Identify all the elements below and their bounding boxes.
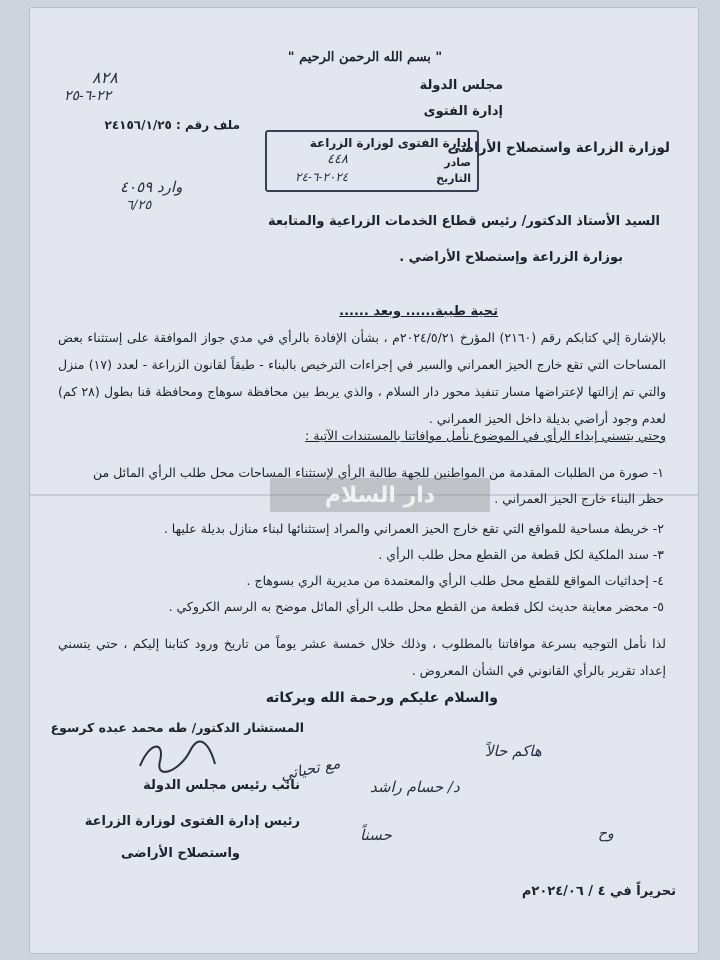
recipient-line2: بوزارة الزراعة وإستصلاح الأراضي . [399, 250, 623, 265]
stamp-date: ٢٠٢٤-٦-٢٤ [295, 170, 349, 184]
header-fatwa-dept: إدارة الفتوى [423, 104, 503, 119]
salutation: والسلام عليكم ورحمة الله وبركاته [265, 690, 498, 706]
request-line: وحتي يتسني إبداء الرأي في الموضوع نأمل موافاتنا بالمستندات الآتية : [305, 428, 666, 443]
office-stamp [265, 130, 479, 192]
handwritten-note-1: هاكم حالاً [485, 742, 542, 760]
closing-request: لذا نأمل التوجيه بسرعة موافاتنا بالمطلوب ، وذلك خلال خمسة عشر يوماً من تاريخ ورود كتابنا إليكم ، حتي يتسني إعداد تقرير بالرأي القانوني في الشأن المعروض . [58, 636, 666, 678]
header-council: مجلس الدولة [419, 78, 503, 93]
stamp-number: ٤٤٨ [327, 152, 348, 167]
handwritten-note-mid: مع تحياتي [278, 753, 342, 785]
body-paragraph: بالإشارة إلي كتابكم رقم (٢١٦٠) المؤرخ ٢٠٢٤/٥/٢١م ، بشأن الإفادة بالرأي في مدي جواز الموافقة على إستثناء بعض المساحات التي تقع خارج الحيز العمراني والسير في إجراءات الترخيص بالبناء - طبقاً لقانون الزراعة - لعدد (١٧) منزل والتي تم إزالتها لإعتراضها مسار تنفيذ محور دار السلام ، والذي يربط بين محافظة سوهاج ومحافظة قنا بطول (٢٨ كم) لعدم وجود أراضي بديلة داخل الحيز العمراني . [58, 330, 666, 426]
document-page [30, 8, 698, 953]
signatory-title1: نائب رئيس مجلس الدولة [143, 778, 300, 793]
document-item-1: ١- صورة من الطلبات المقدمة من المواطنين للجهة طالبة الرأي لإستثناء المساحات محل طلب الرأي المائل من حظر البناء خارج الحيز العمراني . [93, 465, 664, 506]
document-item-5: ٥- محضر معاينة حديث لكل قطعة من القطع محل طلب الرأي المائل موضح به الرسم الكروكي . [168, 599, 664, 614]
stamp-issued-label: صادر [444, 156, 471, 169]
stamp-title: إدارة الفتوى لوزارة الزراعة [309, 136, 471, 150]
stamp-date-label: التاريخ [436, 172, 471, 185]
watermark-logo: دار السلام [270, 478, 490, 512]
handwritten-number: ٨٢٨ [92, 68, 118, 87]
document-item-4: ٤- إحداثيات المواقع للقطع محل طلب الرأي والمعتمدة من مديرية الري بسوهاج . [246, 573, 664, 588]
recipient-line1: السيد الأستاذ الدكتور/ رئيس قطاع الخدمات الزراعية والمتابعة [268, 214, 660, 229]
header-ministry: لوزارة الزراعة واستصلاح الأراضى [447, 140, 670, 156]
document-item-3: ٣- سند الملكية لكل قطعة من القطع محل طلب الرأي . [378, 547, 664, 562]
footer-date: تحريراً في ٤ / ٢٠٢٤/٠٦م [521, 884, 676, 899]
greeting: تحية طيبة...... وبعد ...... [339, 304, 498, 319]
handwritten-note-3: حسناً [360, 826, 392, 844]
handwritten-note-4: وح [598, 826, 614, 842]
signature-glyph [130, 736, 220, 776]
file-ref-label: ملف رقم : [176, 118, 240, 132]
handwritten-note-2: د/ حسام راشد [370, 778, 460, 796]
handwritten-date: ٢٢-٦-٢٥ [64, 88, 112, 104]
handwritten-incoming: وارد ٤٠٥٩ [120, 178, 183, 196]
signatory-title2: رئيس إدارة الفتوى لوزارة الزراعة [84, 814, 300, 829]
signatory-title3: واستصلاح الأراضى [121, 846, 240, 861]
signatory-name: المستشار الدكتور/ طه محمد عبده كرسوع [50, 720, 304, 735]
document-item-2: ٢- خريطة مساحية للمواقع التي تقع خارج الحيز العمراني والمراد إستثنائها لبناء منازل بديلة عليها . [163, 521, 664, 536]
file-ref-value: ٢٤١٥٦/١/٢٥ [104, 118, 172, 132]
handwritten-incoming-date: ٦/٢٥ [126, 198, 152, 213]
basmala: " بسم الله الرحمن الرحيم " [287, 50, 443, 65]
file-reference [40, 118, 240, 132]
